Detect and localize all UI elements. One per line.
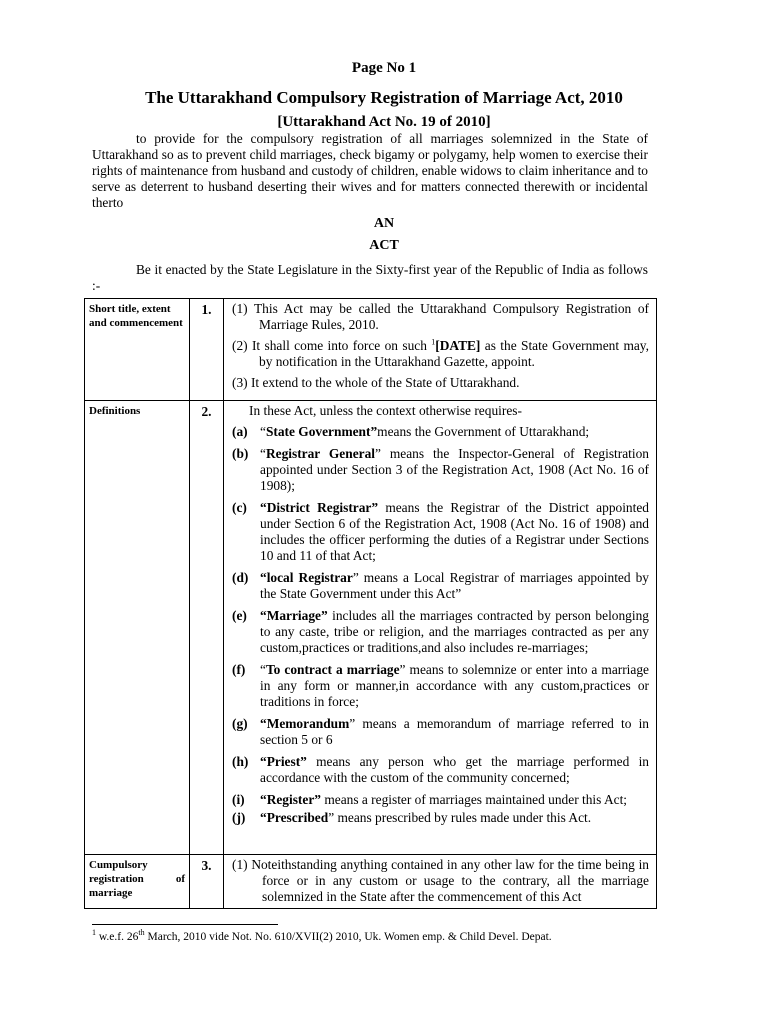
footnote-divider — [92, 924, 278, 925]
section-1-clause-2 — [232, 338, 649, 370]
defined-term: “Marriage” — [260, 608, 328, 623]
definition-f — [232, 662, 649, 710]
footnote-text-a: w.e.f. 26 — [96, 931, 139, 943]
definition-a — [232, 424, 649, 440]
clause-label: (d) — [232, 570, 249, 585]
footnote-marker: 1 — [92, 928, 96, 938]
definition-text: means any person who get the marriage performed in accordance with the custom of the community concerned; — [260, 754, 649, 785]
defined-term: State Government” — [265, 424, 378, 439]
footnote — [92, 928, 552, 943]
definition-text: includes all the marriages contracted by person belonging to any caste, tribe or religion, and the marriages contracted as per any custom,practices or traditions,and also includes re-marriages; — [260, 608, 649, 655]
definition-h — [232, 754, 649, 786]
quote: “ — [260, 662, 266, 677]
section-row-3 — [85, 855, 657, 909]
definition-b — [232, 446, 649, 494]
section-2-side-note: Definitions — [85, 401, 190, 855]
definition-e — [232, 608, 649, 656]
section-3-side-note: Cumpulsory registration of marriage — [85, 855, 190, 909]
footnote-text-b: March, 2010 vide Not. No. 610/XVII(2) 2010, Uk. Women emp. & Child Devel. Depat. — [144, 931, 552, 943]
section-1-number: 1. — [190, 299, 224, 401]
an-heading: AN — [373, 216, 395, 231]
section-3-clause-1: (1) Noteithstanding anything contained in any other law for the time being in force or in any custom or usage to the contrary, all the marriage solemnized in the State after the commencement of this Act — [232, 857, 649, 904]
clause-label: (i) — [232, 792, 245, 807]
definition-text: ” means the Inspector-General of Registration appointed under Section 3 of the Registration Act, 1908 (Act No. 16 of 1908); — [260, 446, 649, 493]
definition-text: means a register of marriages maintained under this Act; — [320, 792, 628, 807]
quote: “ — [260, 424, 266, 439]
preamble — [92, 131, 648, 211]
section-2-body — [224, 401, 657, 855]
definition-text: ” means a Local Registrar of marriages appointed by the State Government under this Act” — [260, 570, 649, 601]
sections-table — [84, 298, 657, 909]
act-heading: ACT — [369, 238, 399, 253]
clause-2-text-b: as the State Government may, by notification in the Uttarakhand Gazette, appoint. — [259, 338, 649, 369]
section-row-2 — [85, 401, 657, 855]
footnote-ref: 1 — [431, 337, 436, 347]
section-3-number: 3. — [190, 855, 224, 909]
definition-text: ” means a memorandum of marriage referred to in section 5 or 6 — [260, 716, 649, 747]
defined-term: “local Registrar — [260, 570, 353, 585]
section-1-clause-3: (3) It extend to the whole of the State of Uttarakhand. — [232, 375, 520, 390]
preamble-text: to provide for the compulsory registration of all marriages solemnized in the State of Uttarakhand so as to prevent child marriages, check bigamy or polygamy, help women to exercise their rights of maintenance from husband and custody of children, enable widows to claim inheritance and to serve as deterrent to husband deserting their wives and for matters connected therewith or incidental therto — [92, 131, 648, 210]
definition-text: ” means prescribed by rules made under this Act. — [328, 810, 592, 825]
quote: “ — [260, 446, 266, 461]
defined-term: “District Registrar” — [260, 500, 379, 515]
clause-2-text-a: (2) It shall come into force on such — [232, 338, 432, 353]
section-3-body — [224, 855, 657, 909]
definition-text: means the Government of Uttarakhand; — [377, 424, 590, 439]
clause-label: (g) — [232, 716, 248, 731]
clause-label: (b) — [232, 446, 249, 461]
section-1-side-note: Short title, extent and commencement — [85, 299, 190, 401]
defined-term: Registrar General — [265, 446, 375, 461]
definition-d — [232, 570, 649, 602]
date-placeholder: [DATE] — [435, 338, 481, 353]
act-title: The Uttarakhand Compulsory Registration of Marriage Act, 2010 — [145, 88, 623, 107]
act-number: [Uttarakhand Act No. 19 of 2010] — [277, 114, 491, 130]
definition-text: means the Registrar of the District appointed under Section 6 of the Registration Act, 1908 (Act No. 16 of 1908) and includes the officer performing the duties of a Registrar under Sections 10 and 11 of that Act; — [260, 500, 649, 563]
definitions-intro: In these Act, unless the context otherwise requires- — [249, 403, 522, 418]
definition-i — [232, 792, 649, 808]
definition-j — [232, 810, 649, 826]
definition-text: ” means to solemnize or enter into a marriage in any form or manner,in accordance with any custom,practices or traditions in force; — [260, 662, 649, 709]
defined-term: “Prescribed — [260, 810, 329, 825]
clause-label: (j) — [232, 810, 246, 825]
section-row-1 — [85, 299, 657, 401]
section-1-clause-1: (1) This Act may be called the Uttarakhand Compulsory Registration of Marriage Rules, 2010. — [232, 301, 649, 332]
enacting-text: Be it enacted by the State Legislature in the Sixty-first year of the Republic of India as follows :- — [92, 262, 648, 293]
clause-label: (h) — [232, 754, 249, 769]
clause-label: (c) — [232, 500, 247, 515]
definition-g — [232, 716, 649, 748]
section-2-number: 2. — [190, 401, 224, 855]
defined-term: “Memorandum — [260, 716, 350, 731]
defined-term: To contract a marriage — [265, 662, 400, 677]
definition-c — [232, 500, 649, 564]
clause-label: (e) — [232, 608, 247, 623]
page-number: Page No 1 — [351, 60, 417, 76]
clause-label: (a) — [232, 424, 248, 439]
ordinal-suffix: th — [138, 928, 145, 938]
defined-term: “Register” — [260, 792, 321, 807]
section-1-body — [224, 299, 657, 401]
defined-term: “Priest” — [260, 754, 307, 769]
enacting-clause — [92, 262, 648, 294]
clause-label: (f) — [232, 662, 246, 677]
